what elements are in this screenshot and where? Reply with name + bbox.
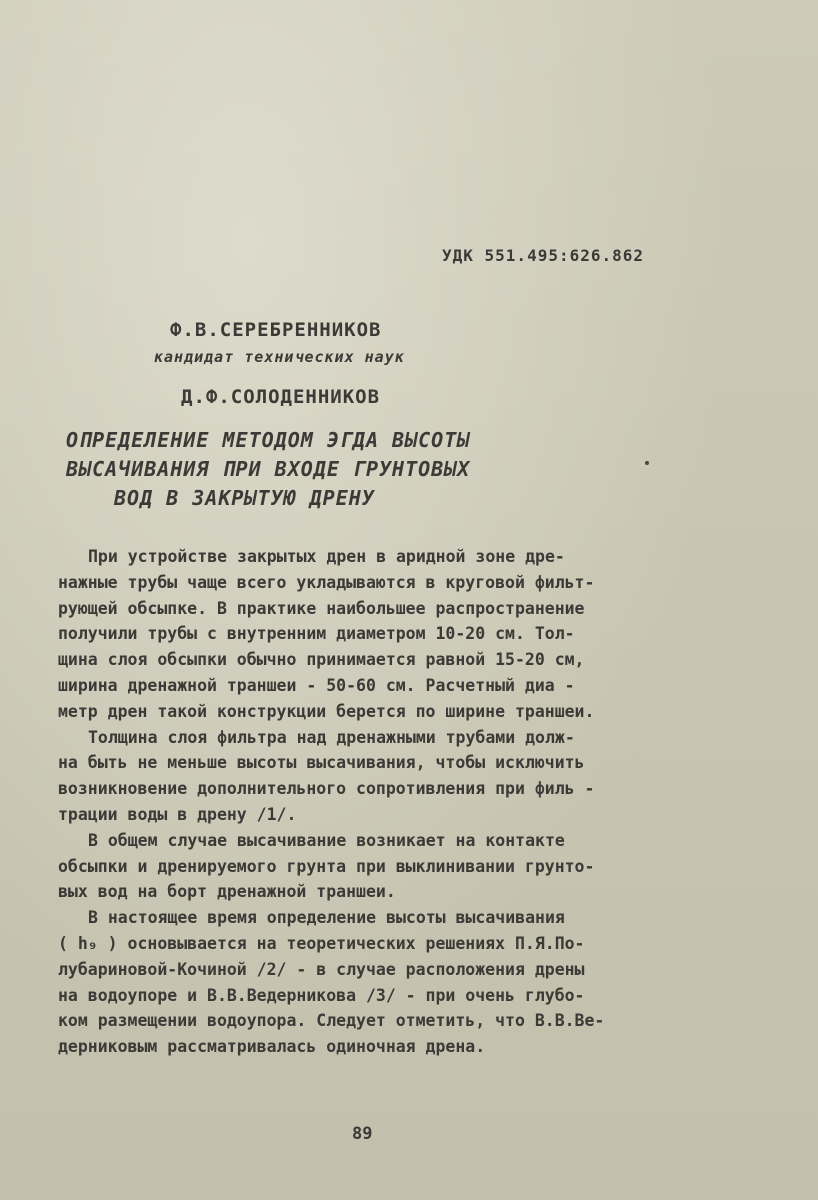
body-line: щина слоя обсыпки обычно принимается равной 15-20 см, <box>58 650 585 670</box>
body-line: обсыпки и дренируемого грунта при выклинивании грунто- <box>58 856 595 876</box>
article-title <box>66 426 666 513</box>
body-line: вых вод на борт дренажной траншеи. <box>58 882 396 902</box>
body-line: трации воды в дрену /1/. <box>58 804 297 824</box>
title-line: ВЫСАЧИВАНИЯ ПРИ ВХОДЕ ГРУНТОВЫХ <box>66 457 471 481</box>
udk-code: УДК 551.495:626.862 <box>442 246 645 265</box>
body-line: ( h₉ ) основывается на теоретических решениях П.Я.По- <box>58 933 585 953</box>
title-line: ВОД В ЗАКРЫТУЮ ДРЕНУ <box>114 486 375 510</box>
author-1-name: Ф.В.СЕРЕБРЕННИКОВ <box>170 319 382 341</box>
title-line: ОПРЕДЕЛЕНИЕ МЕТОДОМ ЭГДА ВЫСОТЫ <box>66 428 471 452</box>
body-line: При устройстве закрытых дрен в аридной зоне дре- <box>88 547 565 566</box>
body-line: В общем случае высачивание возникает на контакте <box>88 830 565 850</box>
author-1-degree: кандидат технических наук <box>154 348 405 366</box>
body-line: дерниковым рассматривалась одиночная дрена. <box>58 1037 486 1057</box>
body-line: ширина дренажной траншеи - 50-60 см. Расчетный диа - <box>58 675 575 695</box>
body-line: на водоупоре и В.В.Ведерникова /3/ - при очень глубо- <box>58 985 585 1005</box>
body-line: возникновение дополнительного сопротивления при филь - <box>58 779 595 799</box>
body-line: на быть не меньше высоты высачивания, чтобы исключить <box>58 753 585 773</box>
body-line: метр дрен такой конструкции берется по ширине траншеи. <box>58 701 595 721</box>
body-line: нажные трубы чаще всего укладываются в круговой фильт- <box>58 572 595 592</box>
body-line: Толщина слоя фильтра над дренажными трубами долж- <box>88 727 575 747</box>
body-line: В настоящее время определение высоты высачивания <box>88 908 565 928</box>
body-line: рующей обсыпке. В практике наибольшее распространение <box>58 598 585 618</box>
body-line: лубариновой-Кочиной /2/ - в случае расположения дрены <box>58 959 585 979</box>
body-line: ком размещении водоупора. Следует отметить, что В.В.Ве- <box>58 1011 605 1031</box>
author-2-name: Д.Ф.СОЛОДЕННИКОВ <box>181 386 381 408</box>
body-line: получили трубы с внутренним диаметром 10-20 см. Тол- <box>58 624 575 644</box>
speck-dot <box>645 461 649 465</box>
article-body <box>58 544 778 1060</box>
page-number: 89 <box>352 1124 373 1144</box>
